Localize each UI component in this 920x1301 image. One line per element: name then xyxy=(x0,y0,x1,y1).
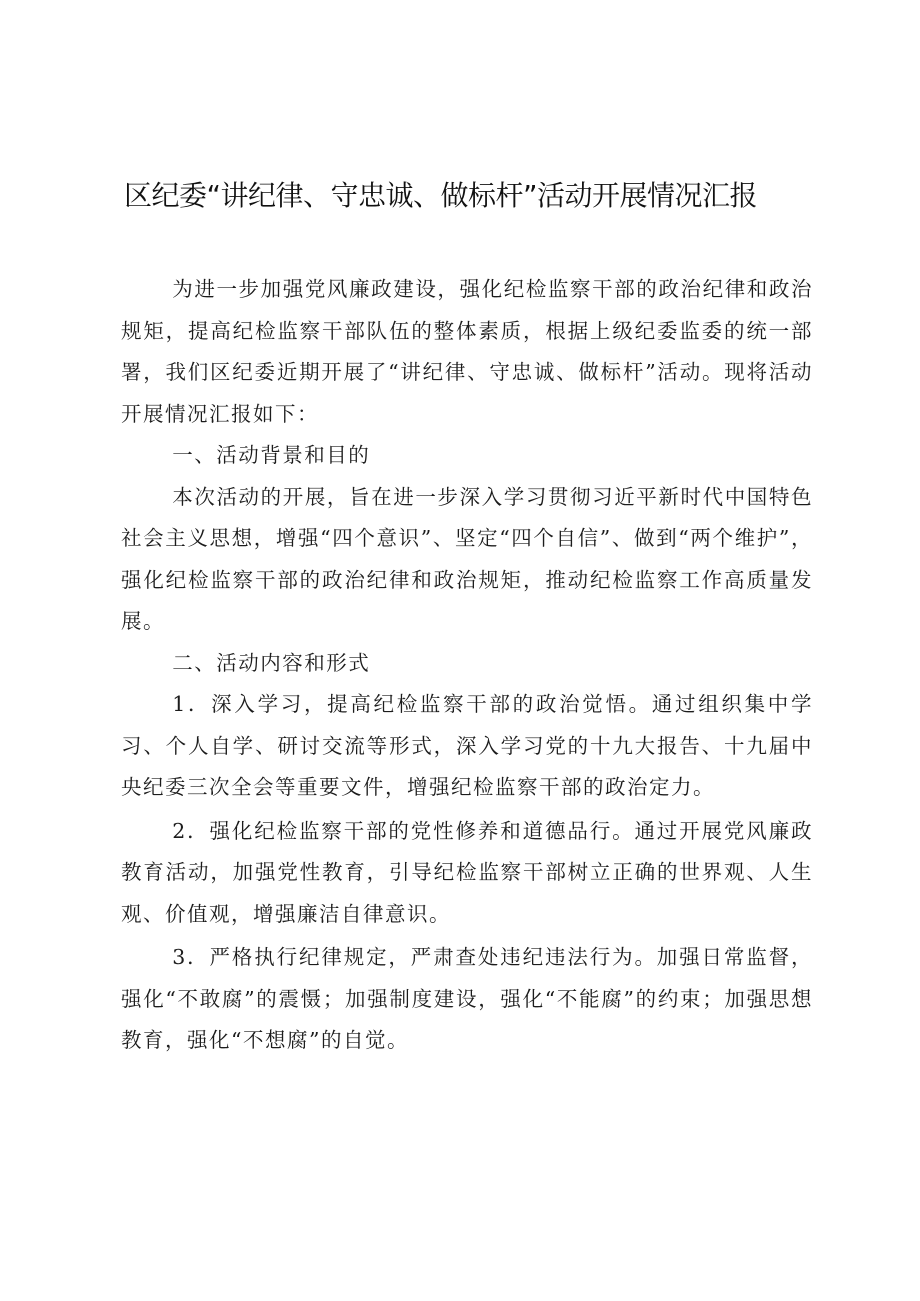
content-item-3: 3．严格执行纪律规定，严肃查处违纪违法行为。加强日常监督，强化“不敢腐”的震慑；加强制度建设，强化“不能腐”的约束；加强思想教育，强化“不想腐”的自觉。 xyxy=(121,945,813,1052)
background-paragraph: 本次活动的开展，旨在进一步深入学习贯彻习近平新时代中国特色社会主义思想，增强“四个意识”、坚定“四个自信”、做到“两个维护”，强化纪检监察干部的政治纪律和政治规矩，推动纪检监察工作高质量发展。 xyxy=(121,484,813,633)
intro-paragraph: 为进一步加强党风廉政建设，强化纪检监察干部的政治纪律和政治规矩，提高纪检监察干部队伍的整体素质，根据上级纪委监委的统一部署，我们区纪委近期开展了“讲纪律、守忠诚、做标杆”活动。现将活动开展情况汇报如下： xyxy=(121,277,813,426)
section-heading-background: 一、活动背景和目的 xyxy=(172,443,371,467)
content-item-2: 2．强化纪检监察干部的党性修养和道德品行。通过开展党风廉政教育活动，加强党性教育，引导纪检监察干部树立正确的世界观、人生观、价值观，增强廉洁自律意识。 xyxy=(121,818,813,926)
document-title: 区纪委“讲纪律、守忠诚、做标杆”活动开展情况汇报 xyxy=(124,179,758,212)
content-item-1: 1．深入学习，提高纪检监察干部的政治觉悟。通过组织集中学习、个人自学、研讨交流等形式，深入学习党的十九大报告、十九届中央纪委三次全会等重要文件，增强纪检监察干部的政治定力。 xyxy=(121,692,813,799)
section-heading-content: 二、活动内容和形式 xyxy=(172,650,371,675)
document-body xyxy=(121,269,813,1062)
